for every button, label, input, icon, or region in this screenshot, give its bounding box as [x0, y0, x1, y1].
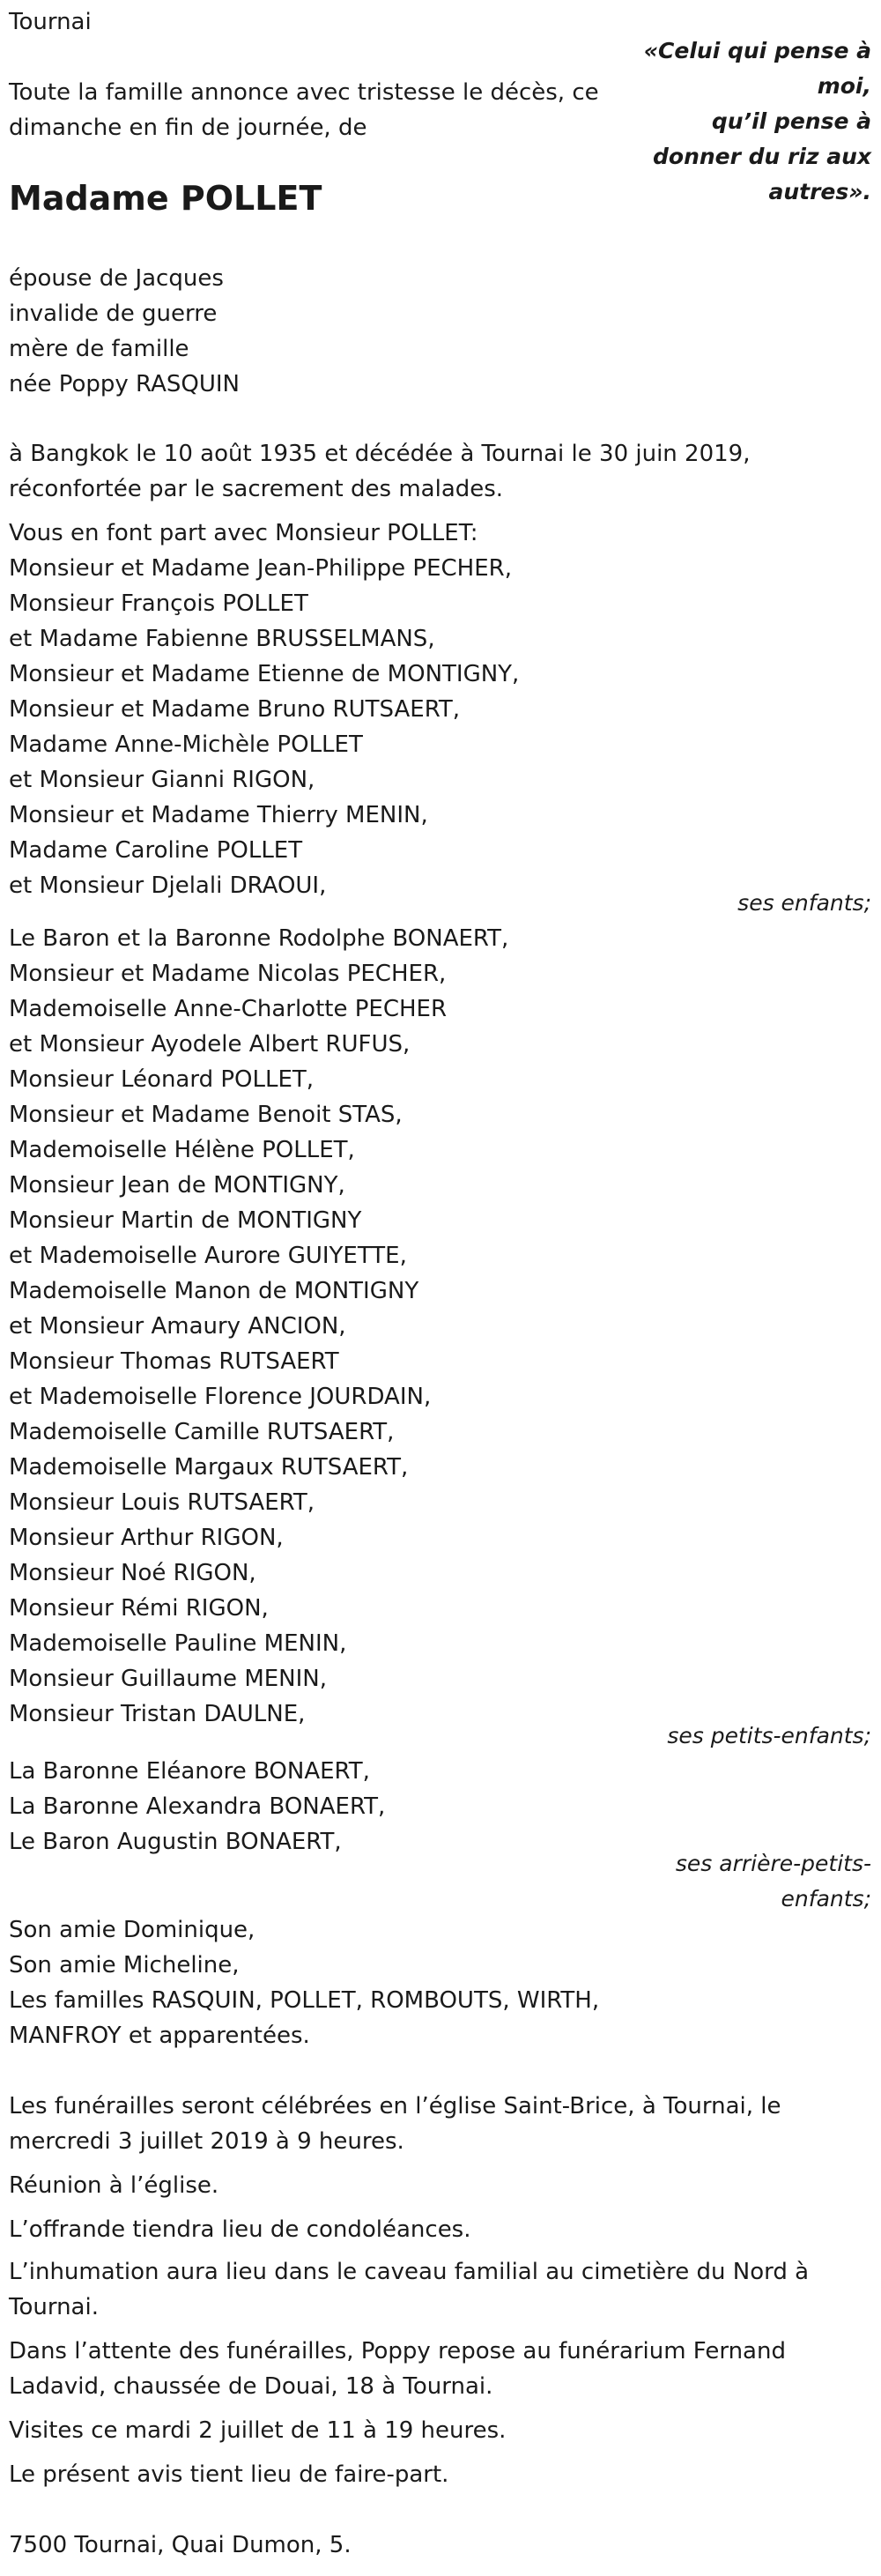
grandchild-name: Le Baron et la Baronne Rodolphe BONAERT, [9, 925, 509, 952]
grandchild-name: Monsieur Louis RUTSAERT, [9, 1489, 315, 1516]
quote-line: moi, [817, 73, 871, 99]
grandchildren-list [9, 921, 652, 1732]
burial-line: L’inhumation aura lieu dans le caveau familial au cimetière du Nord à [9, 2259, 810, 2285]
child-name: Monsieur et Madame Jean-Philippe PECHER, [9, 555, 512, 582]
grandchild-name: Mademoiselle Margaux RUTSAERT, [9, 1454, 409, 1481]
rest-line: Dans l’attente des funérailles, Poppy repose au funérarium Fernand [9, 2338, 786, 2364]
funeral-meeting: Réunion à l’église. [9, 2172, 219, 2199]
grandchild-name: Monsieur et Madame Nicolas PECHER, [9, 961, 447, 987]
great-grandchildren-role [642, 1846, 871, 1917]
grandchild-name: et Mademoiselle Aurore GUIYETTE, [9, 1243, 407, 1269]
role-line: enfants; [781, 1886, 871, 1912]
friends-line: Son amie Dominique, [9, 1917, 255, 1943]
friends-line: Son amie Micheline, [9, 1952, 240, 1978]
child-name: Monsieur et Madame Bruno RUTSAERT, [9, 696, 461, 723]
burial-line: Tournai. [9, 2294, 99, 2320]
deceased-name: Madame POLLET [9, 179, 322, 218]
funeral-ceremony [9, 2089, 881, 2159]
rest-line: Ladavid, chaussée de Douai, 18 à Tournai. [9, 2373, 493, 2400]
grandchild-name: Monsieur Jean de MONTIGNY, [9, 1172, 345, 1199]
address: 7500 Tournai, Quai Dumon, 5. [9, 2532, 352, 2558]
grandchild-name: Mademoiselle Pauline MENIN, [9, 1630, 347, 1657]
grandchildren-role: ses petits-enfants; [667, 1723, 871, 1748]
birth-death-text [9, 436, 881, 507]
birth-death-line: à Bangkok le 10 août 1935 et décédée à Tournai le 30 juin 2019, [9, 441, 751, 467]
role-line: ses arrière-petits- [675, 1851, 871, 1876]
grandchild-name: Mademoiselle Anne-Charlotte PECHER [9, 996, 448, 1022]
grandchild-name: et Monsieur Amaury ANCION, [9, 1313, 346, 1340]
quote-line: autres». [768, 179, 871, 204]
grandchild-name: Monsieur Rémi RIGON, [9, 1595, 269, 1622]
announcement-line: Toute la famille annonce avec tristesse le décès, ce [9, 79, 599, 106]
detail-line: invalide de guerre [9, 301, 218, 327]
friends-line: Les familles RASQUIN, POLLET, ROMBOUTS, WIRTH, [9, 1987, 600, 2014]
ceremony-line: Les funérailles seront célébrées en l’église Saint-Brice, à Tournai, le [9, 2093, 781, 2119]
great-grandchild-name: Le Baron Augustin BONAERT, [9, 1829, 342, 1855]
grandchild-name: Monsieur Noé RIGON, [9, 1560, 256, 1586]
grandchild-name: Monsieur Tristan DAULNE, [9, 1701, 306, 1727]
intro-line: Vous en font part avec Monsieur POLLET: [9, 520, 478, 546]
child-name: Madame Anne-Michèle POLLET [9, 731, 363, 758]
child-name: Madame Caroline POLLET [9, 837, 303, 864]
grandchild-name: et Mademoiselle Florence JOURDAIN, [9, 1384, 432, 1410]
grandchild-name: Mademoiselle Hélène POLLET, [9, 1137, 355, 1163]
friends-line: MANFROY et apparentées. [9, 2023, 310, 2049]
funeral-burial [9, 2254, 881, 2325]
funeral-visits: Visites ce mardi 2 juillet de 11 à 19 heures. [9, 2417, 507, 2444]
place-header: Tournai [9, 9, 92, 35]
child-name: Monsieur François POLLET [9, 590, 308, 617]
announcement-line: dimanche en fin de journée, de [9, 115, 367, 141]
child-name: et Monsieur Gianni RIGON, [9, 767, 315, 793]
grandchild-name: Monsieur Martin de MONTIGNY [9, 1207, 362, 1234]
detail-line: épouse de Jacques [9, 265, 224, 292]
funeral-notice: Le présent avis tient lieu de faire-part. [9, 2461, 449, 2488]
child-name: Monsieur et Madame Thierry MENIN, [9, 802, 428, 828]
quote-line: donner du riz aux [653, 144, 871, 169]
funeral-offering: L’offrande tiendra lieu de condoléances. [9, 2216, 471, 2243]
great-grandchild-name: La Baronne Eléanore BONAERT, [9, 1758, 370, 1785]
grandchild-name: Mademoiselle Camille RUTSAERT, [9, 1419, 395, 1445]
grandchild-name: Monsieur Arthur RIGON, [9, 1525, 284, 1551]
great-grandchild-name: La Baronne Alexandra BONAERT, [9, 1793, 386, 1820]
deceased-details [9, 261, 652, 402]
grandchild-name: Monsieur Léonard POLLET, [9, 1066, 315, 1093]
birth-death-line: réconfortée par le sacrement des malades. [9, 476, 504, 502]
announcement [9, 75, 652, 145]
grandchild-name: Monsieur et Madame Benoit STAS, [9, 1102, 403, 1128]
friends-list [9, 1912, 652, 2053]
grandchild-name: Mademoiselle Manon de MONTIGNY [9, 1278, 419, 1304]
grandchild-name: Monsieur Guillaume MENIN, [9, 1666, 328, 1692]
great-grandchildren-list [9, 1754, 652, 1860]
child-name: et Monsieur Djelali DRAOUI, [9, 872, 327, 899]
grandchild-name: et Monsieur Ayodele Albert RUFUS, [9, 1031, 411, 1058]
children-list [9, 551, 652, 903]
quote-line: «Celui qui pense à [643, 38, 871, 63]
quote-line: qu’il pense à [711, 108, 871, 134]
detail-line: née Poppy RASQUIN [9, 371, 240, 397]
ceremony-line: mercredi 3 juillet 2019 à 9 heures. [9, 2128, 404, 2155]
funeral-rest [9, 2334, 881, 2404]
child-name: Monsieur et Madame Etienne de MONTIGNY, [9, 661, 520, 687]
epigraph-quote [616, 33, 871, 210]
detail-line: mère de famille [9, 336, 189, 362]
grandchild-name: Monsieur Thomas RUTSAERT [9, 1348, 339, 1375]
children-role: ses enfants; [737, 890, 871, 916]
child-name: et Madame Fabienne BRUSSELMANS, [9, 626, 435, 652]
